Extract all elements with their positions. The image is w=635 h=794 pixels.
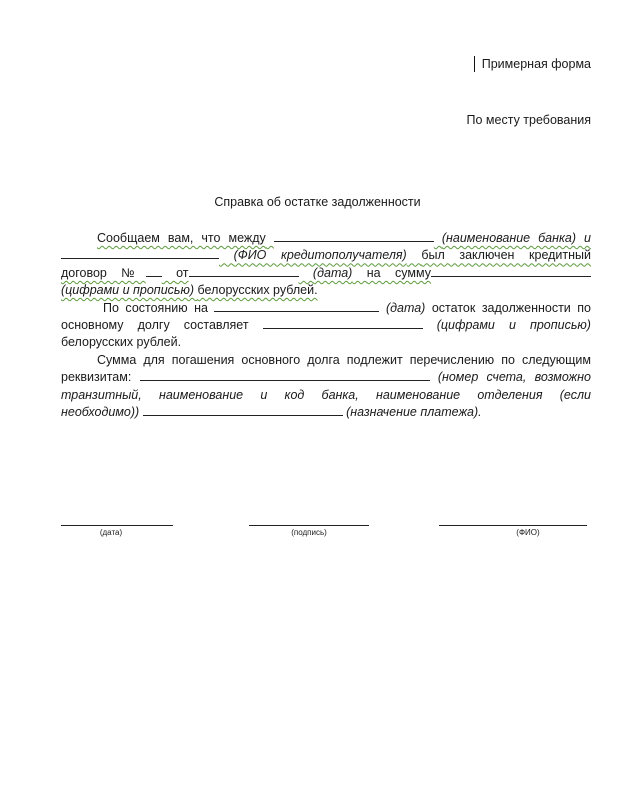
contract-number-label: договор № (61, 265, 146, 280)
bank-name-blank[interactable] (274, 230, 434, 242)
signature-line[interactable] (249, 525, 369, 526)
para1-text: Сообщаем вам, что между (97, 231, 266, 245)
currency-text-2: белорусских рублей. (61, 335, 182, 350)
name-signature-label: (ФИО) (516, 528, 540, 537)
para2-line2 (61, 317, 591, 334)
bank-details-hint: транзитный, наименование и код банка, наименование отделения (если (61, 387, 591, 402)
repayment-text: Сумма для погашения основного долга подлежит перечислению по следующим (97, 352, 591, 367)
date-signature-line[interactable] (61, 525, 173, 526)
para2-line1 (61, 300, 591, 317)
sum-label: на сумму (366, 265, 431, 280)
contract-number-blank[interactable] (146, 265, 162, 277)
if-needed-hint: необходимо)) (61, 405, 140, 420)
balance-text: остаток задолженности по (431, 300, 591, 315)
principal-amount-blank[interactable] (263, 317, 423, 329)
name-signature-line[interactable] (439, 525, 587, 526)
account-number-blank[interactable] (140, 369, 430, 381)
document-body (61, 230, 591, 421)
balance-date-hint: (дата) (385, 300, 426, 315)
payment-purpose-blank[interactable] (143, 404, 343, 416)
sum-blank[interactable] (431, 265, 591, 277)
principal-amount-hint: (цифрами и прописью) (436, 318, 591, 333)
date-signature-label: (дата) (99, 528, 123, 537)
borrower-name-hint: (ФИО кредитополучателя) (233, 248, 407, 263)
bank-name-hint: (наименование банка) и (441, 231, 591, 245)
sample-form-label: Примерная форма (481, 57, 591, 71)
para1-line4 (61, 282, 591, 299)
para1-line1 (61, 230, 591, 247)
from-label: от (176, 265, 189, 280)
currency-text: белорусских рублей. (197, 283, 318, 298)
borrower-name-blank[interactable] (61, 247, 219, 259)
details-label: реквизитам: (61, 370, 132, 385)
para3-line1 (61, 352, 591, 369)
para3-line3 (61, 387, 591, 404)
sum-hint: (цифрами и прописью) (61, 283, 195, 298)
contract-date-hint: (дата) (312, 265, 353, 280)
document-title: Справка об остатке задолженности (214, 195, 421, 209)
principal-text: основному долгу составляет (61, 318, 249, 333)
para1-line2 (61, 247, 591, 264)
as-of-label: По состоянию на (103, 300, 208, 315)
para2-line3 (61, 334, 591, 351)
signature-label: (подпись) (291, 528, 327, 537)
para3-line4 (61, 404, 591, 421)
para3-line2 (61, 369, 591, 386)
place-of-demand-label: По месту требования (466, 113, 591, 127)
para1-text: был заключен кредитный (421, 248, 591, 263)
balance-date-blank[interactable] (214, 300, 379, 312)
account-number-hint: (номер счета, возможно (437, 370, 591, 385)
contract-date-blank[interactable] (189, 265, 299, 277)
para1-line3 (61, 265, 591, 282)
text-cursor (474, 56, 475, 72)
payment-purpose-hint: (назначение платежа). (346, 405, 482, 420)
